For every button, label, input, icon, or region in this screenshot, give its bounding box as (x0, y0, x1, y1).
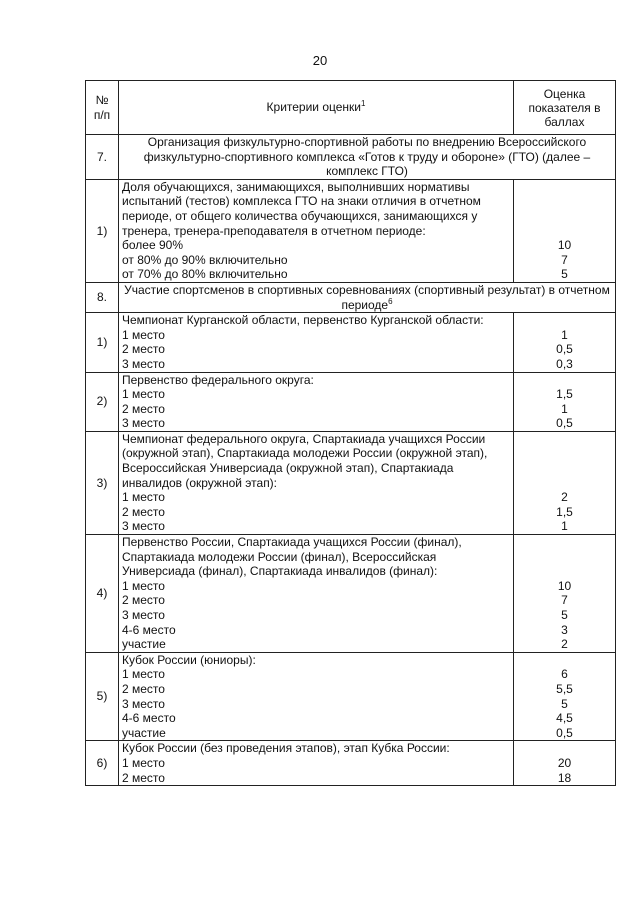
header-score (514, 81, 616, 135)
criteria-item-label: 2 место (122, 504, 165, 519)
criteria-item-label: 1 место (122, 755, 165, 770)
criteria-row (86, 652, 616, 741)
criteria-item-label: 1 место (122, 578, 165, 593)
row-number: 3) (86, 431, 119, 534)
row-scores (514, 179, 616, 282)
row-criteria (119, 741, 514, 786)
row-scores (514, 535, 616, 653)
row-scores (514, 313, 616, 372)
criteria-row (86, 431, 616, 534)
row-number: 2) (86, 372, 119, 431)
row-criteria (119, 652, 514, 741)
criteria-item-score: 1,5 (556, 387, 573, 402)
criteria-intro-line: Доля обучающихся, занимающихся, выполнивших нормативы (122, 179, 470, 194)
row-criteria (119, 372, 514, 431)
row-number: 4) (86, 535, 119, 653)
header-criteria-text: Критерии оценки (266, 100, 362, 115)
criteria-item-label: от 70% до 80% включительно (122, 267, 288, 282)
row-number: 5) (86, 652, 119, 741)
criteria-item-label: 2 место (122, 770, 165, 785)
criteria-item-label: участие (122, 725, 166, 740)
criteria-item-label: от 80% до 90% включительно (122, 252, 288, 267)
criteria-item-score: 5 (561, 696, 568, 711)
criteria-item-label: 2 место (122, 342, 165, 357)
header-criteria-footnote: 1 (361, 99, 366, 109)
header-number-text: № п/п (93, 92, 111, 122)
criteria-item-label: участие (122, 637, 166, 652)
criteria-item-label: 3 место (122, 519, 165, 534)
criteria-intro-line: Чемпионат федерального округа, Спартакиада учащихся России (122, 431, 486, 446)
row-number: 1) (86, 313, 119, 372)
criteria-intro-line: Чемпионат Курганской области, первенство Курганской области: (122, 313, 484, 328)
criteria-item-score: 0,5 (556, 416, 573, 431)
row-scores (514, 652, 616, 741)
criteria-item-label: 3 место (122, 696, 165, 711)
criteria-item-score: 1 (561, 401, 568, 416)
criteria-row (86, 179, 616, 282)
row-number: 6) (86, 741, 119, 786)
criteria-item-score: 2 (561, 490, 568, 505)
criteria-item-score: 7 (561, 593, 568, 608)
row-number: 1) (86, 179, 119, 282)
criteria-intro-line: (окружной этап), Спартакиада молодежи России (окружной этап), (122, 446, 488, 461)
criteria-intro-line: Кубок России (юниоры): (122, 652, 256, 667)
criteria-intro-line: инвалидов (окружной этап): (122, 475, 278, 490)
criteria-intro-line: Всероссийская Универсиада (окружной этап), Спартакиада (122, 461, 454, 476)
criteria-item-score: 1,5 (556, 504, 573, 519)
section-title-text: Участие спортсменов в спортивных соревнованиях (спортивный результат) в отчетном периоде (124, 282, 610, 312)
row-criteria (119, 179, 514, 282)
criteria-item-score: 10 (557, 238, 572, 253)
page-number: 20 (312, 53, 328, 68)
criteria-item-label: 1 место (122, 667, 165, 682)
row-scores (514, 372, 616, 431)
criteria-intro-line: Кубок России (без проведения этапов), этап Кубка России: (122, 741, 450, 756)
criteria-item-label: 1 место (122, 387, 165, 402)
criteria-item-score: 10 (557, 578, 572, 593)
criteria-item-score: 5,5 (556, 681, 573, 696)
section-title-footnote: 6 (388, 296, 393, 306)
criteria-row (86, 535, 616, 653)
row-scores (514, 741, 616, 786)
criteria-item-label: 1 место (122, 327, 165, 342)
criteria-item-label: 1 место (122, 490, 165, 505)
criteria-intro-line: Универсиада (финал), Спартакиада инвалидов (финал): (122, 564, 438, 579)
header-score-text: Оценка показателя в баллах (528, 86, 601, 129)
criteria-item-label: 2 место (122, 681, 165, 696)
criteria-intro-line: Первенство федерального округа: (122, 372, 314, 387)
section-row (86, 135, 616, 180)
section-title-text: Организация физкультурно-спортивной работы по внедрению Всероссийского физкультурно-спортивного комплекса «Готов к труду и обороне» (ГТО) (далее – комплекс ГТО) (143, 135, 591, 179)
criteria-row (86, 372, 616, 431)
criteria-item-label: 4-6 место (122, 622, 176, 637)
table-body (86, 135, 616, 786)
criteria-item-score: 1 (561, 519, 568, 534)
criteria-item-score: 0,5 (556, 725, 573, 740)
criteria-item-score: 1 (561, 327, 568, 342)
criteria-table (85, 80, 616, 786)
criteria-intro-line: Первенство России, Спартакиада учащихся России (финал), (122, 535, 462, 550)
criteria-item-score: 0,5 (556, 342, 573, 357)
row-scores (514, 431, 616, 534)
criteria-item-score: 6 (561, 667, 568, 682)
section-number: 7. (86, 135, 119, 180)
section-title (119, 282, 616, 312)
criteria-intro-line: испытаний (тестов) комплекса ГТО на знаки отличия в отчетном (122, 194, 481, 209)
table-header-row (86, 81, 616, 135)
criteria-row (86, 741, 616, 786)
criteria-item-score: 5 (561, 608, 568, 622)
section-number: 8. (86, 282, 119, 312)
criteria-item-label: 4-6 место (122, 711, 176, 726)
criteria-item-score: 20 (557, 755, 572, 770)
criteria-intro-line: Спартакиада молодежи России (финал), Всероссийская (122, 549, 437, 564)
criteria-intro-line: периоде, от общего количества обучающихся, занимающихся у (122, 208, 478, 223)
section-title (119, 135, 616, 180)
criteria-item-label: 3 место (122, 416, 165, 431)
criteria-row (86, 313, 616, 372)
criteria-item-score: 18 (557, 770, 572, 785)
criteria-item-score: 7 (561, 252, 568, 267)
criteria-item-label: 2 место (122, 401, 165, 416)
criteria-item-label: 2 место (122, 593, 165, 608)
row-criteria (119, 535, 514, 653)
header-criteria (119, 81, 514, 135)
criteria-item-score: 5 (561, 267, 568, 282)
section-row (86, 282, 616, 312)
criteria-item-label: 3 место (122, 356, 165, 371)
header-number (86, 81, 119, 135)
criteria-item-score: 0,3 (556, 356, 573, 371)
criteria-item-score: 4,5 (556, 711, 573, 726)
criteria-item-score: 3 (561, 622, 568, 637)
row-criteria (119, 313, 514, 372)
row-criteria (119, 431, 514, 534)
criteria-item-label: более 90% (122, 238, 183, 253)
criteria-item-score: 2 (561, 637, 568, 652)
criteria-intro-line: тренера, тренера-преподавателя в отчетном периоде: (122, 223, 426, 238)
criteria-item-label: 3 место (122, 608, 165, 622)
